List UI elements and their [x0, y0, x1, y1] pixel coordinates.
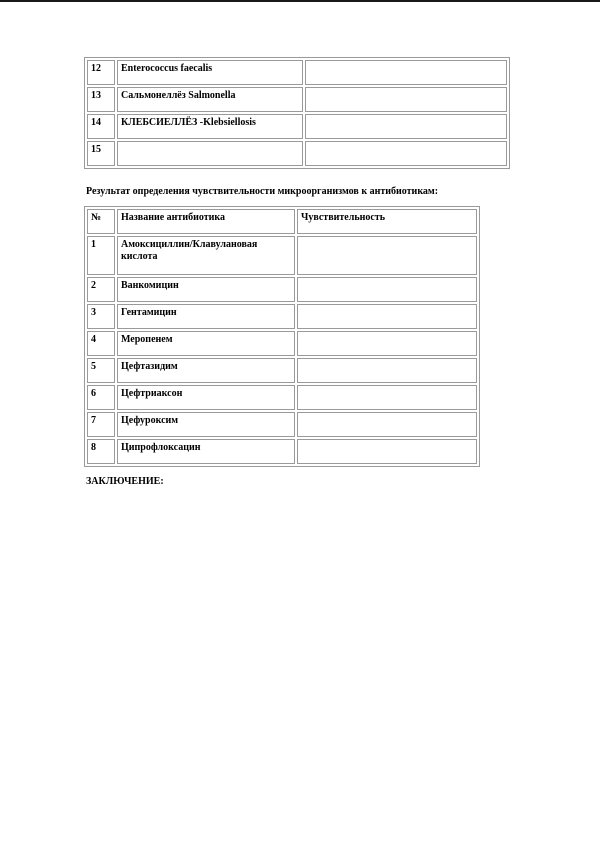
- page-top-border: [0, 0, 600, 2]
- row-number: 12: [87, 60, 115, 85]
- table-row: [87, 114, 507, 139]
- column-header-sensitivity: Чувствительность: [297, 209, 477, 234]
- results-heading: Результат определения чувствительности микроорганизмов к антибиотикам:: [86, 186, 439, 197]
- row-number: 6: [87, 385, 115, 410]
- sensitivity-cell: [297, 331, 477, 356]
- sensitivity-cell: [297, 277, 477, 302]
- table-row: [87, 60, 507, 85]
- antibiotic-name: Ципрофлоксацин: [117, 439, 295, 464]
- table-row: [87, 141, 507, 166]
- column-header-antibiotic: Название антибиотика: [117, 209, 295, 234]
- antibiotic-name: Цефтазидим: [117, 358, 295, 383]
- table-header-row: [87, 209, 477, 234]
- organisms-table: [84, 57, 510, 169]
- antibiotic-name: Гентамицин: [117, 304, 295, 329]
- table-row: [87, 439, 477, 464]
- table-row: [87, 331, 477, 356]
- table-row: [87, 358, 477, 383]
- row-number: 2: [87, 277, 115, 302]
- column-header-number: №: [87, 209, 115, 234]
- antibiotic-name: Цефтриаксон: [117, 385, 295, 410]
- result-cell: [305, 87, 507, 112]
- organism-name: Enterococcus faecalis: [117, 60, 303, 85]
- row-number: 1: [87, 236, 115, 275]
- antibiotic-name: Меропенем: [117, 331, 295, 356]
- sensitivity-cell: [297, 304, 477, 329]
- row-number: 7: [87, 412, 115, 437]
- table-row: [87, 236, 477, 275]
- row-number: 5: [87, 358, 115, 383]
- row-number: 15: [87, 141, 115, 166]
- antibiotic-name: Ванкомицин: [117, 277, 295, 302]
- row-number: 13: [87, 87, 115, 112]
- conclusion-heading: ЗАКЛЮЧЕНИЕ:: [86, 476, 164, 487]
- row-number: 4: [87, 331, 115, 356]
- sensitivity-cell: [297, 358, 477, 383]
- row-number: 3: [87, 304, 115, 329]
- organism-name: КЛЕБСИЕЛЛЁЗ -Klebsiellosis: [117, 114, 303, 139]
- sensitivity-cell: [297, 236, 477, 275]
- row-number: 14: [87, 114, 115, 139]
- organism-name: Сальмонеллёз Salmonella: [117, 87, 303, 112]
- table-row: [87, 412, 477, 437]
- table-row: [87, 277, 477, 302]
- result-cell: [305, 114, 507, 139]
- result-cell: [305, 60, 507, 85]
- antibiotic-name: Цефуроксим: [117, 412, 295, 437]
- antibiotics-table: [84, 206, 480, 467]
- table-row: [87, 385, 477, 410]
- table-row: [87, 304, 477, 329]
- sensitivity-cell: [297, 385, 477, 410]
- result-cell: [305, 141, 507, 166]
- organism-name: [117, 141, 303, 166]
- antibiotic-name: Амоксициллин/Клавулановая кислота: [117, 236, 295, 275]
- sensitivity-cell: [297, 439, 477, 464]
- table-row: [87, 87, 507, 112]
- row-number: 8: [87, 439, 115, 464]
- sensitivity-cell: [297, 412, 477, 437]
